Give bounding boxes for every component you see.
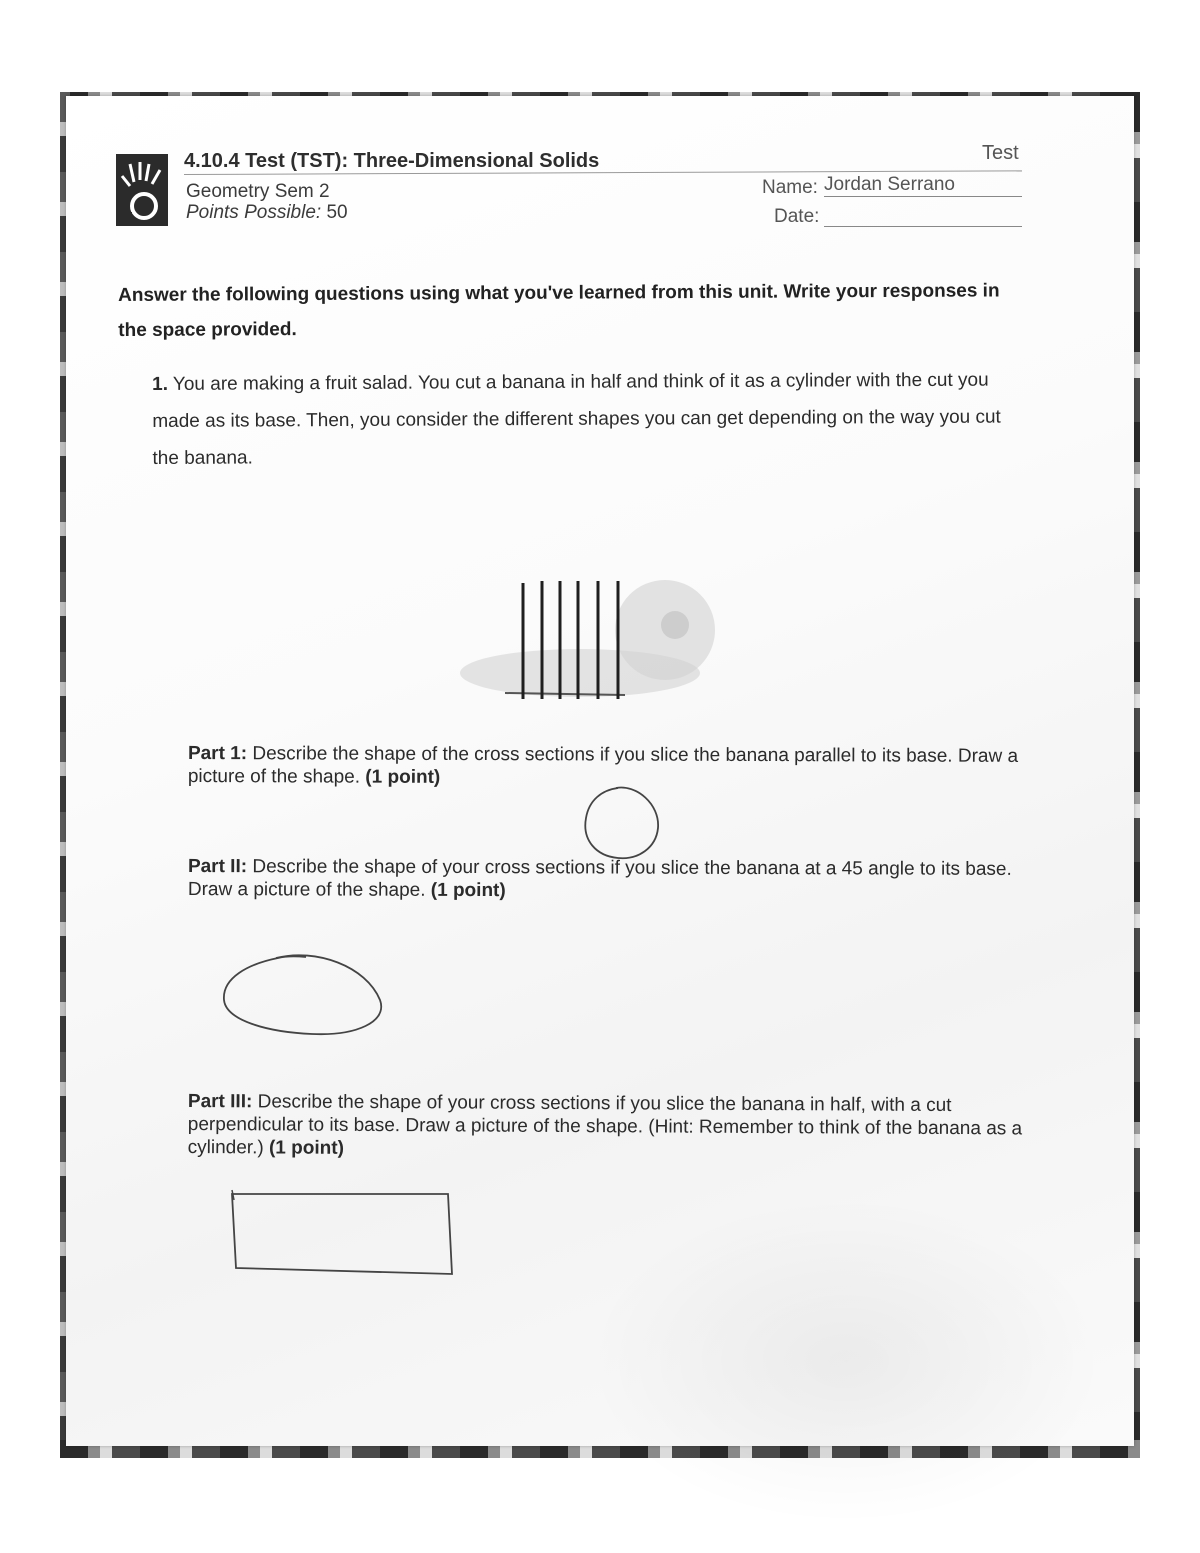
part-1-text: Describe the shape of the cross sections if you slice the banana parallel to its base. Draw a picture of the shape. bbox=[187, 743, 1019, 788]
name-label: Name: bbox=[762, 177, 818, 198]
part-2 bbox=[188, 855, 1028, 904]
points-possible bbox=[186, 202, 348, 224]
part-2-label: Part II: bbox=[187, 856, 248, 878]
circle-drawing bbox=[576, 782, 668, 864]
school-logo-icon bbox=[116, 154, 168, 226]
rectangle-drawing bbox=[226, 1186, 460, 1280]
part-3-points: (1 point) bbox=[268, 1137, 345, 1159]
test-title: 4.10.4 Test (TST): Three-Dimensional Solids bbox=[184, 150, 600, 172]
part-1-points: (1 point) bbox=[365, 766, 441, 788]
name-underline bbox=[824, 196, 1022, 197]
banana-slice-sketch bbox=[450, 575, 730, 710]
part-3-text: Describe the shape of your cross sections if you slice the banana in half, with a cut perpendicular to its base. Draw a picture of the shape. (Hint: Remember to think of the banana as a cylinder.) bbox=[187, 1091, 1023, 1159]
points-value: 50 bbox=[326, 202, 348, 223]
date-label: Date: bbox=[774, 206, 820, 227]
points-label: Points Possible: bbox=[186, 202, 322, 223]
part-2-points: (1 point) bbox=[430, 879, 506, 902]
ellipse-drawing bbox=[216, 948, 390, 1040]
part-1-label: Part 1: bbox=[187, 743, 248, 765]
part-3-label: Part III: bbox=[187, 1091, 253, 1113]
question-number: 1. bbox=[152, 373, 169, 395]
question-1 bbox=[152, 361, 1033, 477]
name-field: Jordan Serrano bbox=[824, 174, 955, 195]
question-text: You are making a fruit salad. You cut a banana in half and think of it as a cylinder with the cut you made as its base. Then, you consider the different shapes you can get depending on the way you cut the banana. bbox=[152, 369, 1001, 469]
part-3 bbox=[188, 1090, 1028, 1163]
course-name: Geometry Sem 2 bbox=[186, 181, 330, 202]
part-2-text: Describe the shape of your cross sections if you slice the banana at a 45 angle to its base. Draw a picture of the shape. bbox=[187, 856, 1012, 901]
instructions: Answer the following questions using what you've learned from this unit. Write your responses in the space provided. bbox=[118, 280, 1000, 341]
paper-shadow bbox=[586, 1196, 1106, 1526]
date-field bbox=[824, 226, 1022, 227]
document-type: Test bbox=[982, 142, 1019, 164]
